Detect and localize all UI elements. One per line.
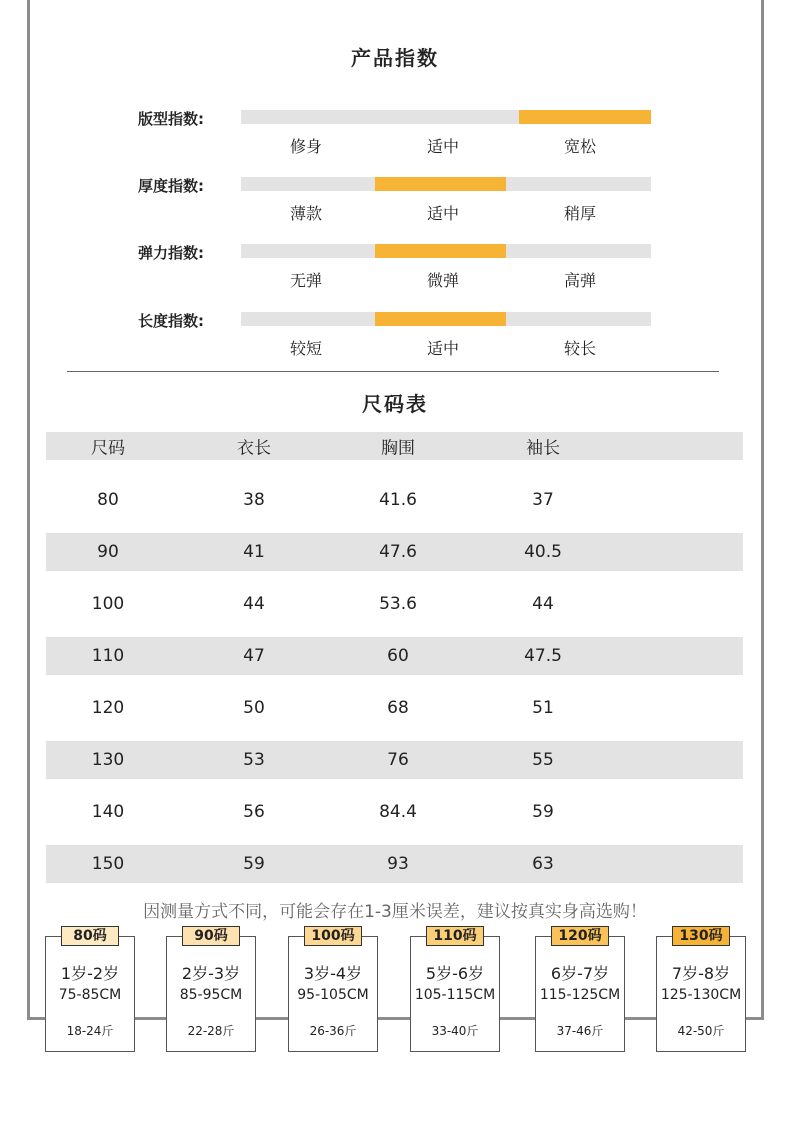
table-header-cell: 衣长 <box>237 438 271 459</box>
index-option: 稍厚 <box>563 204 596 223</box>
table-cell: 93 <box>387 854 409 874</box>
size-card-tag: 130码 <box>672 926 730 946</box>
size-card-age: 3岁-4岁 <box>303 964 363 983</box>
size-card <box>166 936 256 1052</box>
table-cell: 50 <box>243 698 265 718</box>
table-cell: 150 <box>91 854 125 874</box>
table-cell: 80 <box>97 490 119 510</box>
size-card <box>535 936 625 1052</box>
table-cell: 41.6 <box>379 490 417 510</box>
table-cell: 60 <box>387 646 409 666</box>
table-cell: 47.5 <box>524 646 562 666</box>
index-row <box>0 177 790 237</box>
table-cell: 53.6 <box>379 594 417 614</box>
size-card-height: 75-85CM <box>58 987 122 1003</box>
size-table <box>46 432 743 890</box>
index-label: 厚度指数: <box>138 177 204 195</box>
size-card-tag: 100码 <box>304 926 362 946</box>
size-card-age: 1岁-2岁 <box>60 964 120 983</box>
table-cell: 51 <box>532 698 554 718</box>
index-option: 适中 <box>426 204 459 223</box>
index-option: 修身 <box>289 137 322 156</box>
table-cell: 41 <box>243 542 265 562</box>
table-cell: 38 <box>243 490 265 510</box>
table-row <box>46 533 743 571</box>
size-card-weight: 18-24斤 <box>66 1024 114 1038</box>
index-option: 较短 <box>289 339 322 358</box>
table-cell: 44 <box>243 594 265 614</box>
index-row <box>0 244 790 304</box>
table-cell: 100 <box>91 594 125 614</box>
table-row <box>46 845 743 883</box>
table-row <box>46 786 743 838</box>
size-card-age: 2岁-3岁 <box>181 964 241 983</box>
size-card-height: 125-130CM <box>660 987 742 1003</box>
table-cell: 59 <box>532 802 554 822</box>
index-label: 弹力指数: <box>138 244 204 262</box>
index-option: 高弹 <box>563 271 596 290</box>
table-cell: 55 <box>532 750 554 770</box>
index-label: 长度指数: <box>138 312 204 330</box>
index-option: 微弹 <box>426 271 459 290</box>
table-cell: 76 <box>387 750 409 770</box>
size-card <box>410 936 500 1052</box>
size-card <box>656 936 746 1052</box>
measurement-note: 因测量方式不同，可能会存在1-3厘米误差，建议按真实身高选购！ <box>143 902 647 922</box>
index-option: 无弹 <box>289 271 322 290</box>
table-row <box>46 474 743 526</box>
index-bar-selected <box>375 312 506 326</box>
size-card-height: 95-105CM <box>297 987 369 1003</box>
index-label: 版型指数: <box>138 110 204 128</box>
index-bar-selected <box>519 110 651 124</box>
table-cell: 90 <box>97 542 119 562</box>
table-header-cell: 胸围 <box>381 438 415 459</box>
size-card-tag: 90码 <box>182 926 240 946</box>
size-card-height: 115-125CM <box>539 987 621 1003</box>
table-cell: 59 <box>243 854 265 874</box>
table-cell: 47 <box>243 646 265 666</box>
size-card-tag: 80码 <box>61 926 119 946</box>
table-header-row <box>46 432 743 460</box>
index-option: 适中 <box>426 339 459 358</box>
index-bar <box>241 177 651 191</box>
index-option: 适中 <box>426 137 459 156</box>
size-card-weight: 22-28斤 <box>187 1024 235 1038</box>
size-card-weight: 26-36斤 <box>309 1024 357 1038</box>
index-bar <box>241 110 651 124</box>
index-title: 产品指数 <box>351 46 439 70</box>
table-cell: 44 <box>532 594 554 614</box>
index-bar-selected <box>375 177 506 191</box>
size-card-weight: 42-50斤 <box>677 1024 725 1038</box>
size-card-tag: 110码 <box>426 926 484 946</box>
index-bar <box>241 312 651 326</box>
table-header-cell: 袖长 <box>526 438 560 459</box>
size-card <box>45 936 135 1052</box>
index-option: 薄款 <box>289 204 322 223</box>
table-header-cell: 尺码 <box>91 438 125 459</box>
table-row <box>46 741 743 779</box>
size-card-height: 85-95CM <box>179 987 243 1003</box>
size-card-tag: 120码 <box>551 926 609 946</box>
table-cell: 40.5 <box>524 542 562 562</box>
size-card-age: 5岁-6岁 <box>425 964 485 983</box>
size-table-title: 尺码表 <box>362 392 428 416</box>
table-cell: 84.4 <box>379 802 417 822</box>
index-option: 较长 <box>563 339 596 358</box>
table-cell: 110 <box>91 646 125 666</box>
table-cell: 130 <box>91 750 125 770</box>
index-row <box>0 312 790 372</box>
size-card-height: 105-115CM <box>414 987 496 1003</box>
index-bar-selected <box>375 244 506 258</box>
table-cell: 47.6 <box>379 542 417 562</box>
table-row <box>46 637 743 675</box>
index-row <box>0 110 790 170</box>
size-card-weight: 37-46斤 <box>556 1024 604 1038</box>
table-cell: 37 <box>532 490 554 510</box>
table-cell: 63 <box>532 854 554 874</box>
section-divider <box>67 371 719 372</box>
size-card <box>288 936 378 1052</box>
table-cell: 68 <box>387 698 409 718</box>
table-cell: 53 <box>243 750 265 770</box>
index-bar <box>241 244 651 258</box>
index-option: 宽松 <box>563 137 596 156</box>
table-row <box>46 578 743 630</box>
size-card-age: 6岁-7岁 <box>550 964 610 983</box>
table-cell: 56 <box>243 802 265 822</box>
size-card-age: 7岁-8岁 <box>671 964 731 983</box>
table-cell: 140 <box>91 802 125 822</box>
size-card-weight: 33-40斤 <box>431 1024 479 1038</box>
table-cell: 120 <box>91 698 125 718</box>
table-row <box>46 682 743 734</box>
